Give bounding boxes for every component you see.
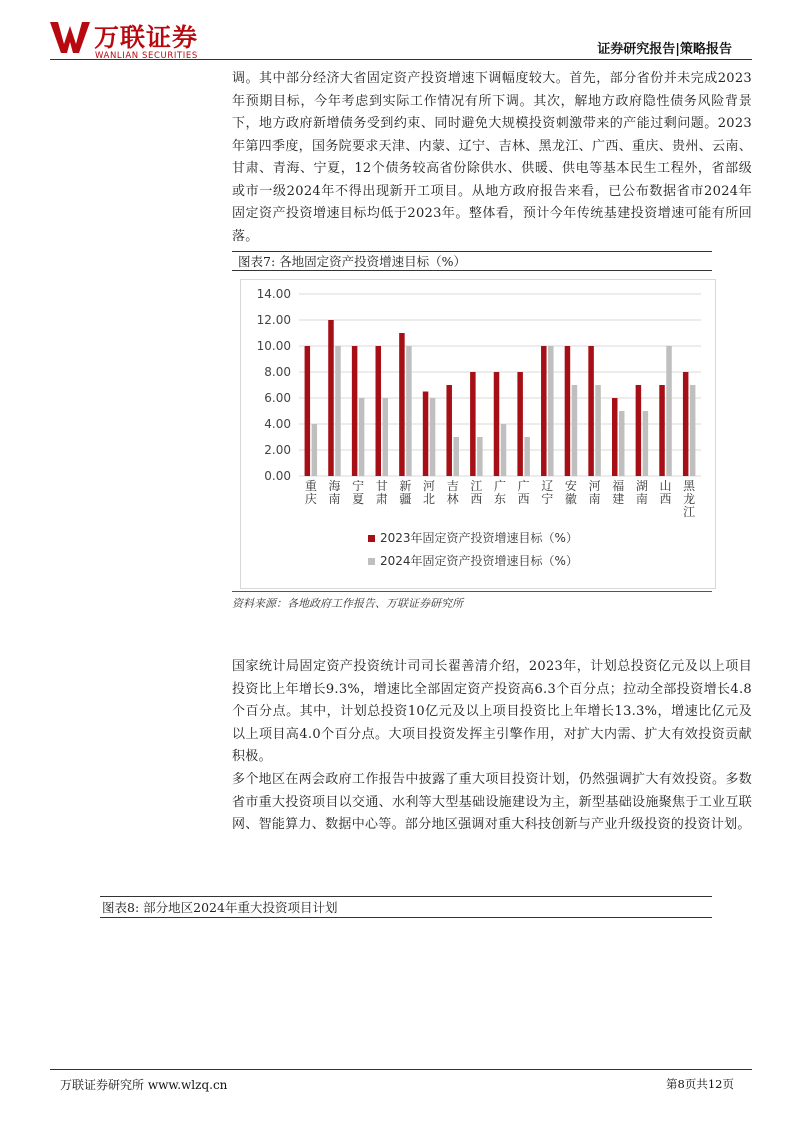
figure8-title: 图表8: 部分地区2024年重大投资项目计划 xyxy=(100,896,712,918)
x-tick-label: 河北 xyxy=(423,479,436,506)
bar-2024 xyxy=(501,424,507,476)
bar-chart xyxy=(241,280,715,588)
legend-label: 2024年固定资产投资增速目标（%） xyxy=(380,554,578,568)
y-tick-label: 14.00 xyxy=(256,287,291,301)
y-tick-label: 12.00 xyxy=(256,313,291,327)
figure7-chart xyxy=(240,279,716,589)
legend-swatch xyxy=(368,535,375,542)
bar-2024 xyxy=(453,437,459,476)
bar-2024 xyxy=(430,398,436,476)
bar-2024 xyxy=(666,346,672,476)
paragraph-text: 国家统计局固定资产投资统计司司长翟善清介绍，2023年，计划总投资亿元及以上项目投资比上年增长9.3%，增速比全部固定资产投资高6.3个百分点；拉动全部投资增长4.8个百分点。其中，计划总投资10亿元及以上项目投资比上年增长13.3%，增速比亿元及以上项目高4.0个百分点。大项目投资发挥主引擎作用，对扩大内需、扩大有效投资贡献积极。 xyxy=(232,659,752,764)
bar-2023 xyxy=(659,385,665,476)
bar-2023 xyxy=(328,320,334,476)
bar-2024 xyxy=(619,411,625,476)
paragraph-text: 调。其中部分经济大省固定资产投资增速下调幅度较大。首先，部分省份并未完成2023年预期目标，今年考虑到实际工作情况有所下调。其次，解地方政府隐性债务风险背景下，地方政府新增债务受到约束、同时避免大规模投资刺激带来的产能过剩问题。2023年第四季度，国务院要求天津、内蒙、辽宁、吉林、黑龙江、广西、重庆、贵州、云南、甘肃、青海、宁夏，12个债务较高省份除供水、供暖、供电等基本民生工程外，省部级或市一级2024年不得出现新开工项目。从地方政府报告来看，已公布数据省市2024年固定资产投资增速目标均低于2023年。整体看，预计今年传统基建投资增速可能有所回落。 xyxy=(232,71,752,244)
body-paragraph-2 xyxy=(232,656,752,769)
bar-2024 xyxy=(643,411,649,476)
report-type: 证券研究报告|策略报告 xyxy=(597,42,732,57)
figure7-title: 图表7: 各地固定资产投资增速目标（%） xyxy=(232,251,712,271)
x-tick-label: 辽宁 xyxy=(541,479,554,506)
x-tick-label: 宁夏 xyxy=(352,479,365,506)
bar-2023 xyxy=(517,372,523,476)
bar-2023 xyxy=(305,346,311,476)
bar-2023 xyxy=(588,346,594,476)
wanlian-logo-icon xyxy=(50,20,92,54)
x-tick-label: 吉林 xyxy=(446,479,459,506)
bar-2024 xyxy=(595,385,601,476)
footer-website: 万联证券研究所 www.wlzq.cn xyxy=(60,1078,228,1092)
figure7-source: 资料来源：各地政府工作报告、万联证券研究所 xyxy=(232,591,712,611)
x-tick-label: 福建 xyxy=(612,479,625,506)
bar-2024 xyxy=(524,437,530,476)
x-tick-label: 安徽 xyxy=(564,479,577,506)
bar-2024 xyxy=(383,398,389,476)
bar-2024 xyxy=(477,437,483,476)
bar-2024 xyxy=(359,398,365,476)
bar-2023 xyxy=(399,333,405,476)
x-tick-label: 甘肃 xyxy=(375,479,388,506)
legend-label: 2023年固定资产投资增速目标（%） xyxy=(380,531,578,545)
bar-2023 xyxy=(494,372,500,476)
y-tick-label: 2.00 xyxy=(264,443,291,457)
legend-swatch xyxy=(368,558,375,565)
logo-text: 万联证券 xyxy=(94,23,199,52)
bar-2023 xyxy=(423,392,429,477)
bar-2024 xyxy=(548,346,554,476)
x-tick-label: 广东 xyxy=(493,479,507,506)
y-tick-label: 6.00 xyxy=(264,391,291,405)
bar-2024 xyxy=(572,385,578,476)
bar-2024 xyxy=(312,424,318,476)
footer-divider xyxy=(50,1069,752,1070)
bar-2023 xyxy=(636,385,642,476)
body-paragraph-1 xyxy=(232,68,752,248)
x-tick-label: 湖南 xyxy=(635,479,648,506)
page-number: 第8页共12页 xyxy=(666,1077,734,1091)
bar-2023 xyxy=(541,346,547,476)
x-tick-label: 江西 xyxy=(470,479,483,506)
logo-subtext: WANLIAN SECURITIES xyxy=(95,51,198,61)
bar-2023 xyxy=(446,385,452,476)
bar-2024 xyxy=(690,385,696,476)
bar-2023 xyxy=(612,398,618,476)
y-tick-label: 0.00 xyxy=(264,469,291,483)
x-tick-label: 河南 xyxy=(588,479,601,506)
bar-2024 xyxy=(335,346,341,476)
bar-2023 xyxy=(470,372,476,476)
x-tick-label: 海南 xyxy=(328,479,341,506)
bar-2023 xyxy=(376,346,382,476)
x-tick-label: 重庆 xyxy=(304,479,317,506)
y-tick-label: 10.00 xyxy=(256,339,291,353)
x-tick-label: 山西 xyxy=(659,479,672,506)
x-tick-label: 新疆 xyxy=(399,479,412,506)
x-tick-label: 广西 xyxy=(517,479,530,506)
bar-2023 xyxy=(565,346,571,476)
y-tick-label: 4.00 xyxy=(264,417,291,431)
x-tick-label: 黑龙江 xyxy=(683,479,696,519)
header-divider xyxy=(50,59,752,60)
paragraph-text: 多个地区在两会政府工作报告中披露了重大项目投资计划，仍然强调扩大有效投资。多数省市重大投资项目以交通、水利等大型基础设施建设为主，新型基础设施聚焦于工业互联网、智能算力、数据中心等。部分地区强调对重大科技创新与产业升级投资的投资计划。 xyxy=(232,772,752,832)
body-paragraph-3 xyxy=(232,769,752,837)
bar-2023 xyxy=(352,346,358,476)
bar-2024 xyxy=(406,346,412,476)
bar-2023 xyxy=(683,372,689,476)
y-tick-label: 8.00 xyxy=(264,365,291,379)
